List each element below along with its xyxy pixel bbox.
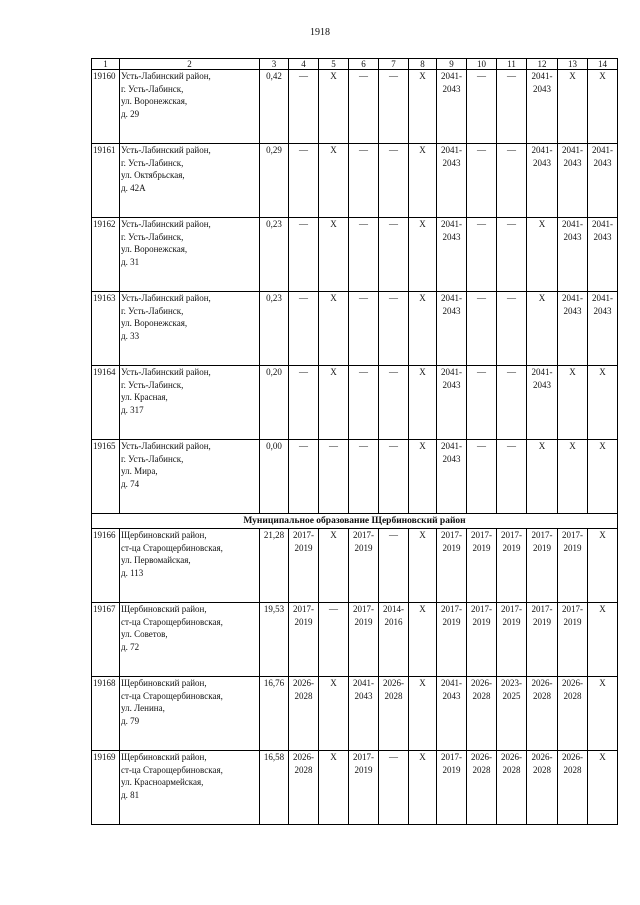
address-line: Щербиновский район,: [121, 530, 207, 540]
data-cell: 2023- 2025: [497, 677, 527, 751]
data-cell: 2026- 2028: [289, 751, 319, 825]
address-line: ул. Воронежская,: [121, 318, 188, 328]
row-number: 19167: [92, 603, 120, 677]
data-cell: 2017- 2019: [527, 529, 558, 603]
row-number: 19160: [92, 70, 120, 144]
data-cell: —: [379, 366, 409, 440]
data-cell: 2026- 2028: [497, 751, 527, 825]
data-cell: 2041- 2043: [527, 70, 558, 144]
data-cell: —: [349, 440, 379, 514]
data-cell: —: [319, 440, 349, 514]
data-cell: —: [379, 751, 409, 825]
column-header: 2: [120, 59, 260, 70]
data-cell: —: [289, 144, 319, 218]
row-number: 19165: [92, 440, 120, 514]
data-cell: —: [349, 218, 379, 292]
data-cell: —: [379, 292, 409, 366]
data-cell: X: [319, 366, 349, 440]
table-row: [92, 603, 618, 677]
table-header-row: [92, 59, 618, 70]
data-cell: X: [319, 529, 349, 603]
address-line: ул. Ленина,: [121, 703, 165, 713]
data-cell: —: [467, 70, 497, 144]
data-cell: 2026- 2028: [527, 677, 558, 751]
data-cell: 2017- 2019: [467, 603, 497, 677]
data-cell: X: [558, 366, 588, 440]
address-line: ул. Мира,: [121, 466, 158, 476]
address-line: Усть-Лабинский район,: [121, 219, 211, 229]
row-number: 19161: [92, 144, 120, 218]
data-cell: —: [379, 529, 409, 603]
data-cell: —: [289, 218, 319, 292]
data-cell: X: [319, 751, 349, 825]
column-header: 9: [437, 59, 467, 70]
row-number: 19164: [92, 366, 120, 440]
section-title: Муниципальное образование Щербиновский район: [92, 514, 618, 529]
data-cell: 2026- 2028: [289, 677, 319, 751]
address-line: ул. Первомайская,: [121, 555, 191, 565]
data-cell: X: [588, 366, 618, 440]
address-line: Щербиновский район,: [121, 678, 207, 688]
data-cell: —: [289, 70, 319, 144]
address-line: г. Усть-Лабинск,: [121, 305, 184, 316]
address-line: Усть-Лабинский район,: [121, 293, 211, 303]
data-cell: 2041- 2043: [349, 677, 379, 751]
data-cell: —: [289, 440, 319, 514]
area-cell: 0,42: [260, 70, 289, 144]
area-cell: 0,23: [260, 218, 289, 292]
data-cell: 2041- 2043: [558, 144, 588, 218]
data-cell: 2041- 2043: [437, 440, 467, 514]
address-line: Усть-Лабинский район,: [121, 441, 211, 451]
area-cell: 21,28: [260, 529, 289, 603]
area-cell: 0,20: [260, 366, 289, 440]
row-number: 19166: [92, 529, 120, 603]
data-cell: 2041- 2043: [437, 218, 467, 292]
address-cell: [120, 677, 260, 751]
address-cell: [120, 440, 260, 514]
data-cell: —: [497, 218, 527, 292]
data-cell: X: [558, 440, 588, 514]
data-cell: —: [497, 144, 527, 218]
column-header: 6: [349, 59, 379, 70]
address-line: Щербиновский район,: [121, 604, 207, 614]
address-line: д. 74: [121, 478, 140, 489]
area-cell: 0,00: [260, 440, 289, 514]
register-table: [91, 58, 618, 825]
data-cell: 2017- 2019: [497, 603, 527, 677]
data-cell: —: [349, 366, 379, 440]
data-cell: 2017- 2019: [437, 603, 467, 677]
area-cell: 0,23: [260, 292, 289, 366]
data-cell: X: [527, 292, 558, 366]
address-line: г. Усть-Лабинск,: [121, 157, 184, 168]
data-cell: 2041- 2043: [558, 292, 588, 366]
data-cell: —: [497, 292, 527, 366]
data-cell: 2017- 2019: [349, 529, 379, 603]
data-cell: 2017- 2019: [437, 751, 467, 825]
address-cell: [120, 144, 260, 218]
data-cell: 2017- 2019: [467, 529, 497, 603]
data-cell: 2026- 2028: [467, 677, 497, 751]
column-header: 7: [379, 59, 409, 70]
data-cell: —: [467, 366, 497, 440]
column-header: 3: [260, 59, 289, 70]
data-cell: X: [588, 603, 618, 677]
address-line: г. Усть-Лабинск,: [121, 379, 184, 390]
column-header: 13: [558, 59, 588, 70]
data-cell: 2017- 2019: [558, 529, 588, 603]
table-row: [92, 677, 618, 751]
data-cell: —: [319, 603, 349, 677]
data-cell: X: [588, 440, 618, 514]
data-cell: X: [588, 529, 618, 603]
data-cell: X: [319, 144, 349, 218]
address-cell: [120, 529, 260, 603]
data-cell: X: [319, 677, 349, 751]
area-cell: 16,76: [260, 677, 289, 751]
data-cell: 2026- 2028: [558, 751, 588, 825]
data-cell: 2041- 2043: [527, 144, 558, 218]
address-line: ул. Воронежская,: [121, 96, 188, 106]
address-line: ул. Советов,: [121, 629, 168, 639]
data-cell: —: [467, 440, 497, 514]
data-cell: 2041- 2043: [437, 677, 467, 751]
data-cell: X: [588, 677, 618, 751]
table-row: [92, 292, 618, 366]
table-row: [92, 529, 618, 603]
address-cell: [120, 366, 260, 440]
column-header: 10: [467, 59, 497, 70]
data-cell: X: [527, 218, 558, 292]
data-cell: 2017- 2019: [349, 751, 379, 825]
address-line: д. 33: [121, 330, 140, 341]
area-cell: 19,53: [260, 603, 289, 677]
data-cell: —: [349, 144, 379, 218]
data-cell: X: [409, 677, 437, 751]
address-line: Усть-Лабинский район,: [121, 145, 211, 155]
column-header: 4: [289, 59, 319, 70]
page-number: 1918: [310, 27, 330, 38]
table-row: [92, 366, 618, 440]
column-header: 5: [319, 59, 349, 70]
data-cell: X: [409, 603, 437, 677]
address-line: ул. Октябрьская,: [121, 170, 185, 180]
data-cell: —: [379, 218, 409, 292]
data-cell: —: [349, 70, 379, 144]
data-cell: 2017- 2019: [558, 603, 588, 677]
data-cell: X: [319, 292, 349, 366]
column-header: 1: [92, 59, 120, 70]
address-line: г. Усть-Лабинск,: [121, 83, 184, 94]
data-cell: X: [558, 70, 588, 144]
data-cell: —: [289, 292, 319, 366]
row-number: 19162: [92, 218, 120, 292]
data-cell: X: [409, 144, 437, 218]
data-cell: X: [527, 440, 558, 514]
data-cell: 2026- 2028: [379, 677, 409, 751]
address-cell: [120, 218, 260, 292]
data-cell: —: [379, 144, 409, 218]
address-line: д. 29: [121, 108, 140, 119]
data-cell: —: [497, 70, 527, 144]
data-cell: —: [349, 292, 379, 366]
address-line: д. 72: [121, 641, 140, 652]
data-cell: X: [409, 218, 437, 292]
column-header: 8: [409, 59, 437, 70]
data-cell: —: [497, 366, 527, 440]
data-cell: 2017- 2019: [497, 529, 527, 603]
row-number: 19163: [92, 292, 120, 366]
data-cell: X: [409, 529, 437, 603]
address-line: д. 81: [121, 789, 140, 800]
data-cell: X: [319, 70, 349, 144]
data-cell: X: [588, 70, 618, 144]
address-cell: [120, 70, 260, 144]
data-cell: 2017- 2019: [289, 529, 319, 603]
address-cell: [120, 603, 260, 677]
section-row: [92, 514, 618, 529]
address-line: Щербиновский район,: [121, 752, 207, 762]
area-cell: 16,58: [260, 751, 289, 825]
data-cell: 2017- 2019: [527, 603, 558, 677]
table-row: [92, 144, 618, 218]
table-row: [92, 440, 618, 514]
data-cell: 2041- 2043: [437, 144, 467, 218]
data-cell: X: [409, 751, 437, 825]
area-cell: 0,29: [260, 144, 289, 218]
data-cell: 2041- 2043: [437, 366, 467, 440]
data-cell: —: [467, 218, 497, 292]
data-cell: —: [379, 440, 409, 514]
table-row: [92, 751, 618, 825]
address-cell: [120, 751, 260, 825]
data-cell: 2026- 2028: [558, 677, 588, 751]
address-line: Усть-Лабинский район,: [121, 367, 211, 377]
data-cell: 2041- 2043: [588, 292, 618, 366]
data-cell: 2026- 2028: [527, 751, 558, 825]
data-cell: X: [588, 751, 618, 825]
address-line: ул. Воронежская,: [121, 244, 188, 254]
data-cell: X: [409, 292, 437, 366]
address-line: г. Усть-Лабинск,: [121, 453, 184, 464]
address-line: д. 31: [121, 256, 140, 267]
address-line: ст-ца Старощербиновская,: [121, 542, 223, 553]
address-line: ст-ца Старощербиновская,: [121, 616, 223, 627]
data-cell: —: [497, 440, 527, 514]
data-cell: —: [379, 70, 409, 144]
column-header: 11: [497, 59, 527, 70]
address-line: д. 113: [121, 567, 144, 578]
data-cell: —: [289, 366, 319, 440]
address-line: Усть-Лабинский район,: [121, 71, 211, 81]
row-number: 19169: [92, 751, 120, 825]
address-line: ул. Красноармейская,: [121, 777, 204, 787]
address-line: ст-ца Старощербиновская,: [121, 690, 223, 701]
address-line: ст-ца Старощербиновская,: [121, 764, 223, 775]
data-cell: 2014- 2016: [379, 603, 409, 677]
address-line: ул. Красная,: [121, 392, 168, 402]
address-cell: [120, 292, 260, 366]
address-line: д. 79: [121, 715, 140, 726]
table-row: [92, 70, 618, 144]
data-cell: 2041- 2043: [527, 366, 558, 440]
data-cell: 2041- 2043: [437, 70, 467, 144]
table-row: [92, 218, 618, 292]
data-cell: X: [409, 70, 437, 144]
data-cell: X: [319, 218, 349, 292]
data-cell: X: [409, 366, 437, 440]
data-cell: 2017- 2019: [289, 603, 319, 677]
data-cell: —: [467, 144, 497, 218]
address-line: г. Усть-Лабинск,: [121, 231, 184, 242]
data-cell: —: [467, 292, 497, 366]
data-cell: 2041- 2043: [588, 218, 618, 292]
data-cell: 2026- 2028: [467, 751, 497, 825]
column-header: 14: [588, 59, 618, 70]
row-number: 19168: [92, 677, 120, 751]
data-cell: 2017- 2019: [349, 603, 379, 677]
address-line: д. 42А: [121, 182, 146, 193]
data-cell: 2041- 2043: [588, 144, 618, 218]
address-line: д. 317: [121, 404, 144, 415]
data-cell: 2017- 2019: [437, 529, 467, 603]
column-header: 12: [527, 59, 558, 70]
data-cell: X: [409, 440, 437, 514]
data-cell: 2041- 2043: [437, 292, 467, 366]
data-cell: 2041- 2043: [558, 218, 588, 292]
